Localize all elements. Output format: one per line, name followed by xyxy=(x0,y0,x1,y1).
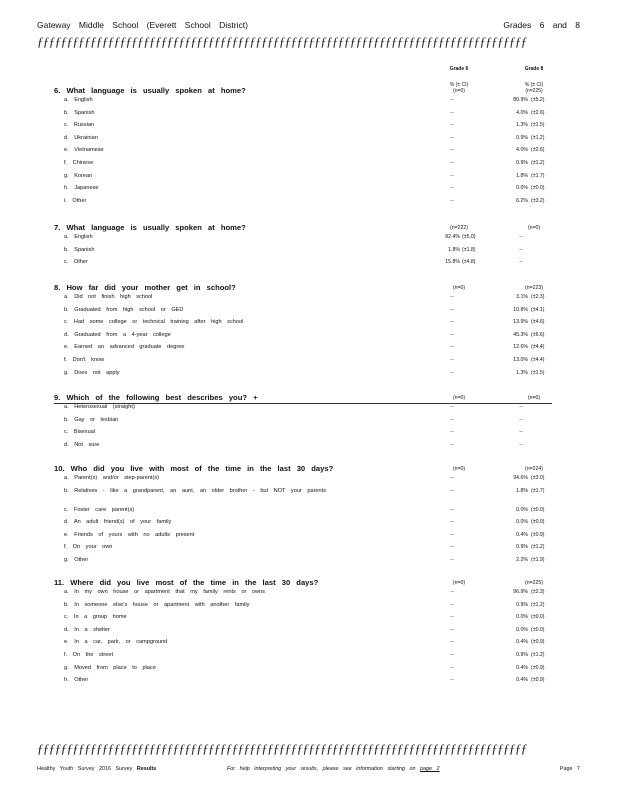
grade8-ci: (±0.9) xyxy=(531,639,545,646)
answer-row xyxy=(54,602,564,615)
question-header xyxy=(54,283,564,294)
answer-row xyxy=(54,332,564,345)
answer-row xyxy=(54,160,564,173)
answer-label: a. Did not finish high school xyxy=(64,294,153,300)
answer-label: a. English xyxy=(64,234,93,240)
answer-label: g. Moved from place to place xyxy=(64,664,156,671)
grade6-value: -- xyxy=(450,197,454,204)
answer-row xyxy=(54,97,564,110)
answer-row xyxy=(54,532,564,545)
grade8-value: 1.8% xyxy=(516,487,528,494)
grade8-value: 10.8% xyxy=(513,306,528,313)
grade6-value: -- xyxy=(450,331,454,338)
grade6-value: -- xyxy=(450,147,454,154)
question-title: 8. How far did your mother get in school? xyxy=(54,283,236,292)
answer-label: a. In my own house or apartment that my family rents or owns xyxy=(64,589,265,595)
grade8-value: 45.3% xyxy=(513,331,528,338)
answer-row xyxy=(54,417,564,430)
question-n-grade8: (n=225) xyxy=(524,580,544,586)
grade8-ci: (±0.9) xyxy=(531,664,545,671)
grade6-ci: (±1.8) xyxy=(462,246,476,253)
grade8-ci: (±0.0) xyxy=(531,519,545,526)
grade8-value: 6.2% xyxy=(516,197,528,204)
grade8-value: 0.0% xyxy=(516,626,528,633)
answer-label: c. Foster care parent(s) xyxy=(64,506,135,513)
question-n-grade6: (n=0) xyxy=(452,285,466,291)
question-title: 9. Which of the following best describes you? + xyxy=(54,393,258,402)
question-n-grade8: (n=224) xyxy=(524,466,544,472)
answer-row xyxy=(54,614,564,627)
grade8-value: -- xyxy=(519,441,523,448)
grade6-ci-label: % (± CI) xyxy=(449,82,469,88)
grade8-ci: (±0.0) xyxy=(531,614,545,621)
answer-label: b. Relatives - like a grandparent, an aunt, an older brother - but NOT your parents xyxy=(64,487,327,494)
header-divider: ƒƒƒƒƒƒƒƒƒƒƒƒƒƒƒƒƒƒƒƒƒƒƒƒƒƒƒƒƒƒƒƒƒƒƒƒƒƒƒƒƒƒƒƒƒƒƒƒƒƒƒƒƒƒƒƒƒƒƒƒƒƒƒƒƒƒƒƒƒƒƒƒƒƒƒƒƒƒƒƒƒƒƒ xyxy=(37,34,527,49)
question-header xyxy=(54,86,564,97)
grade8-value: 0.9% xyxy=(516,544,528,551)
grade8-value: -- xyxy=(519,404,523,410)
grade6-value: -- xyxy=(450,416,454,423)
question-header xyxy=(54,578,564,589)
answer-row xyxy=(54,519,564,532)
grade8-value: 4.0% xyxy=(516,109,528,116)
answer-row xyxy=(54,198,564,211)
grade8-ci: (±1.5) xyxy=(531,122,545,129)
answer-label: f. On the street xyxy=(64,651,113,658)
answer-row xyxy=(54,185,564,198)
grade6-value: -- xyxy=(450,589,454,595)
answer-row xyxy=(54,370,564,383)
grade8-value: 13.9% xyxy=(513,319,528,326)
grade8-ci: (±4.4) xyxy=(531,344,545,351)
question-title: 7. What language is usually spoken at home? xyxy=(54,223,246,232)
grade8-value: 94.6% xyxy=(513,475,528,481)
footer-help-sentence: For help interpreting your results, please see information starting on xyxy=(227,766,416,772)
page-header-right: Grades 6 and 8 xyxy=(503,20,580,30)
grade8-value: 0.4% xyxy=(516,677,528,684)
grade8-ci: (±0.9) xyxy=(531,677,545,684)
grade8-ci: (±3.2) xyxy=(531,197,545,204)
answer-label: e. In a car, park, or campground xyxy=(64,639,168,646)
answer-label: b. Graduated from high school or GED xyxy=(64,306,184,313)
question-header xyxy=(54,464,564,475)
grade8-ci: (±1.2) xyxy=(531,601,545,608)
footer-page-number: Page 7 xyxy=(559,766,580,772)
answer-row xyxy=(54,589,564,602)
grade8-value: 0.9% xyxy=(516,134,528,141)
answer-row xyxy=(54,652,564,665)
grade6-ci: (±5.0) xyxy=(462,234,476,240)
grade8-value: 1.3% xyxy=(516,122,528,129)
grade8-value: 0.0% xyxy=(516,614,528,621)
answer-row xyxy=(54,234,564,247)
question-block xyxy=(54,578,564,690)
grade8-value: 96.9% xyxy=(513,589,528,595)
grade6-value: -- xyxy=(450,626,454,633)
question-n-grade8: (n=0) xyxy=(527,225,541,231)
grade6-value: -- xyxy=(450,429,454,436)
question-block xyxy=(54,86,564,210)
question-header xyxy=(54,223,564,234)
footer-survey-name: Healthy Youth Survey 2016 Survey xyxy=(37,766,133,772)
grade8-ci: (±6.6) xyxy=(531,331,545,338)
grade8-ci: (±1.7) xyxy=(531,487,545,494)
grade8-ci: (±1.2) xyxy=(531,651,545,658)
grade8-ci: (±0.0) xyxy=(531,506,545,513)
grade8-value: 1.3% xyxy=(516,369,528,376)
grade8-value: 0.0% xyxy=(516,506,528,513)
grade8-ci: (±4.1) xyxy=(531,306,545,313)
grade6-value: -- xyxy=(450,556,454,563)
column-header-grade6: Grade 6 xyxy=(449,66,469,72)
answer-label: d. In a shelter xyxy=(64,626,110,633)
answer-row xyxy=(54,319,564,332)
answer-row xyxy=(54,442,564,455)
grade8-value: 0.9% xyxy=(516,159,528,166)
answer-row xyxy=(54,475,564,488)
answer-label: d. Graduated from a 4-year college xyxy=(64,331,171,338)
answer-label: g. Other xyxy=(64,556,89,563)
grade8-ci: (±1.7) xyxy=(531,172,545,179)
question-n-grade8: (n=223) xyxy=(524,285,544,291)
answer-row xyxy=(54,294,564,307)
answer-row xyxy=(54,639,564,652)
answer-row xyxy=(54,122,564,135)
grade8-ci: (±1.2) xyxy=(531,544,545,551)
answer-label: h. Other xyxy=(64,677,89,684)
grade8-value: -- xyxy=(519,246,523,253)
grade8-ci: (±0.0) xyxy=(531,185,545,192)
question-block xyxy=(54,464,564,570)
answer-row xyxy=(54,429,564,442)
grade6-value: -- xyxy=(450,544,454,551)
answer-label: c. Bisexual xyxy=(64,429,96,436)
answer-row xyxy=(54,677,564,690)
answer-label: b. Spanish xyxy=(64,109,95,116)
grade6-value: -- xyxy=(450,159,454,166)
question-block xyxy=(54,283,564,382)
grade6-value: 82.4% xyxy=(445,234,460,240)
question-n-grade6: (n=0) xyxy=(452,395,466,401)
answer-label: c. In a group home xyxy=(64,614,127,621)
answer-row xyxy=(54,307,564,320)
answer-row xyxy=(54,110,564,123)
answer-row xyxy=(54,247,564,260)
grade8-value: 0.4% xyxy=(516,531,528,538)
grade8-ci: (±1.2) xyxy=(531,134,545,141)
question-header xyxy=(54,393,564,404)
answer-label: c. Had some college or technical training after high school xyxy=(64,319,244,326)
grade8-ci: (±2.3) xyxy=(531,589,545,595)
question-block xyxy=(54,223,564,272)
grade6-value: -- xyxy=(450,404,454,410)
grade6-value: -- xyxy=(450,172,454,179)
grade6-value: -- xyxy=(450,134,454,141)
question-block xyxy=(54,393,564,454)
grade8-ci: (±5.2) xyxy=(531,97,545,103)
answer-label: e. Vietnamese xyxy=(64,147,104,154)
grade8-value: 0.9% xyxy=(516,601,528,608)
grade8-ci-label: % (± CI) xyxy=(524,82,544,88)
grade8-value: 0.0% xyxy=(516,185,528,192)
column-header-grade8: Grade 8 xyxy=(524,66,544,72)
grade8-value: -- xyxy=(519,234,523,240)
grade6-value: -- xyxy=(450,506,454,513)
grade6-value: -- xyxy=(450,601,454,608)
grade8-ci: (±4.6) xyxy=(531,319,545,326)
grade6-value: -- xyxy=(450,369,454,376)
answer-label: d. An adult friend(s) of your family xyxy=(64,519,172,526)
grade6-value: -- xyxy=(450,109,454,116)
grade6-value: 1.8% xyxy=(448,246,460,253)
grade8-value: -- xyxy=(519,259,523,266)
grade8-ci: (±0.9) xyxy=(531,531,545,538)
footer-left xyxy=(37,766,156,772)
grade6-value: -- xyxy=(450,122,454,129)
grade8-ci: (±2.6) xyxy=(531,109,545,116)
grade6-value: -- xyxy=(450,614,454,621)
answer-label: f. On your own xyxy=(64,544,113,551)
answer-row xyxy=(54,665,564,678)
grade6-value: -- xyxy=(450,306,454,313)
grade8-ci: (±2.6) xyxy=(531,147,545,154)
grade6-value: -- xyxy=(450,651,454,658)
grade8-value: 0.9% xyxy=(516,651,528,658)
grade6-value: -- xyxy=(450,487,454,494)
grade8-value: 4.0% xyxy=(516,147,528,154)
grade8-value: 80.9% xyxy=(513,97,528,103)
grade6-value: -- xyxy=(450,531,454,538)
grade8-ci: (±2.3) xyxy=(531,294,545,300)
answer-label: i. Other xyxy=(64,197,87,204)
footer-divider: ƒƒƒƒƒƒƒƒƒƒƒƒƒƒƒƒƒƒƒƒƒƒƒƒƒƒƒƒƒƒƒƒƒƒƒƒƒƒƒƒƒƒƒƒƒƒƒƒƒƒƒƒƒƒƒƒƒƒƒƒƒƒƒƒƒƒƒƒƒƒƒƒƒƒƒƒƒƒƒƒƒƒƒ xyxy=(37,741,527,756)
answer-label: g. Korean xyxy=(64,172,93,179)
grade8-value: -- xyxy=(519,429,523,436)
grade8-ci: (±1.2) xyxy=(531,159,545,166)
footer-page-link[interactable]: page 2 xyxy=(420,766,440,772)
grade6-value: -- xyxy=(450,519,454,526)
answer-row xyxy=(54,344,564,357)
grade8-value: -- xyxy=(519,416,523,423)
answer-label: b. Gay or lesbian xyxy=(64,416,119,423)
answer-row xyxy=(54,173,564,186)
question-title: 10. Who did you live with most of the time in the last 30 days? xyxy=(54,464,334,473)
grade6-value: -- xyxy=(450,639,454,646)
grade6-value: -- xyxy=(450,356,454,363)
grade8-ci: (±4.4) xyxy=(531,356,545,363)
answer-label: a. Parent(s) and/or step-parent(s) xyxy=(64,475,160,481)
answer-label: d. Not sure xyxy=(64,441,100,448)
question-n-grade8: (n=0) xyxy=(527,395,541,401)
grade6-value: -- xyxy=(450,319,454,326)
grade6-value: -- xyxy=(450,664,454,671)
answer-label: h. Japanese xyxy=(64,185,99,192)
answer-row xyxy=(54,357,564,370)
answer-row xyxy=(54,147,564,160)
answer-label: e. Earned an advanced graduate degree xyxy=(64,344,185,351)
answer-row xyxy=(54,404,564,417)
grade8-value: 13.0% xyxy=(513,356,528,363)
grade6-value: -- xyxy=(450,344,454,351)
grade6-value: -- xyxy=(450,97,454,103)
question-n-grade6: (n=222) xyxy=(449,225,469,231)
grade8-value: 0.4% xyxy=(516,639,528,646)
grade8-value: 1.8% xyxy=(516,172,528,179)
question-n-grade6: (n=0) xyxy=(452,466,466,472)
answer-label: b. In someone else's house or apartment with another family xyxy=(64,601,250,608)
question-title: 11. Where did you live most of the time in the last 30 days? xyxy=(54,578,319,587)
answer-label: e. Friends of yours with no adults present xyxy=(64,531,195,538)
answer-row xyxy=(54,135,564,148)
grade8-ci: (±3.0) xyxy=(531,475,545,481)
answer-row xyxy=(54,488,564,507)
grade8-value: 2.2% xyxy=(516,556,528,563)
answer-label: d. Ukrainian xyxy=(64,134,98,141)
answer-label: a. English xyxy=(64,97,93,103)
answer-label: g. Does not apply xyxy=(64,369,120,376)
grade8-value: 3.1% xyxy=(516,294,528,300)
grade8-value: 12.6% xyxy=(513,344,528,351)
answer-label: c. Other xyxy=(64,259,88,266)
grade8-ci: (±1.5) xyxy=(531,369,545,376)
footer-help-text xyxy=(227,766,440,772)
grade6-value: -- xyxy=(450,185,454,192)
grade6-value: -- xyxy=(450,294,454,300)
answer-label: f. Chinese xyxy=(64,159,94,166)
grade6-n: (n=0) xyxy=(453,88,465,94)
answer-row xyxy=(54,627,564,640)
question-n-grade6: (n=0) xyxy=(452,580,466,586)
grade8-value: 0.4% xyxy=(516,664,528,671)
page-header-left: Gateway Middle School (Everett School District) xyxy=(37,20,248,30)
grade6-value: -- xyxy=(450,677,454,684)
question-title: 6. What language is usually spoken at home? xyxy=(54,86,246,95)
answer-row xyxy=(54,544,564,557)
grade6-value: 15.8% xyxy=(445,259,460,266)
answer-label: c. Russian xyxy=(64,122,95,129)
answer-label: f. Don't know xyxy=(64,356,105,363)
grade6-ci: (±4.8) xyxy=(462,259,476,266)
answer-row xyxy=(54,507,564,520)
grade8-value: 0.0% xyxy=(516,519,528,526)
grade6-value: -- xyxy=(450,441,454,448)
answer-row xyxy=(54,259,564,272)
grade8-ci: (±1.9) xyxy=(531,556,545,563)
answer-label: a. Heterosexual (straight) xyxy=(64,404,135,410)
footer-results-label: Results xyxy=(136,766,157,772)
grade8-ci: (±0.0) xyxy=(531,626,545,633)
answer-label: b. Spanish xyxy=(64,246,95,253)
grade6-value: -- xyxy=(450,475,454,481)
answer-row xyxy=(54,557,564,570)
grade8-n: (n=225) xyxy=(525,88,543,94)
